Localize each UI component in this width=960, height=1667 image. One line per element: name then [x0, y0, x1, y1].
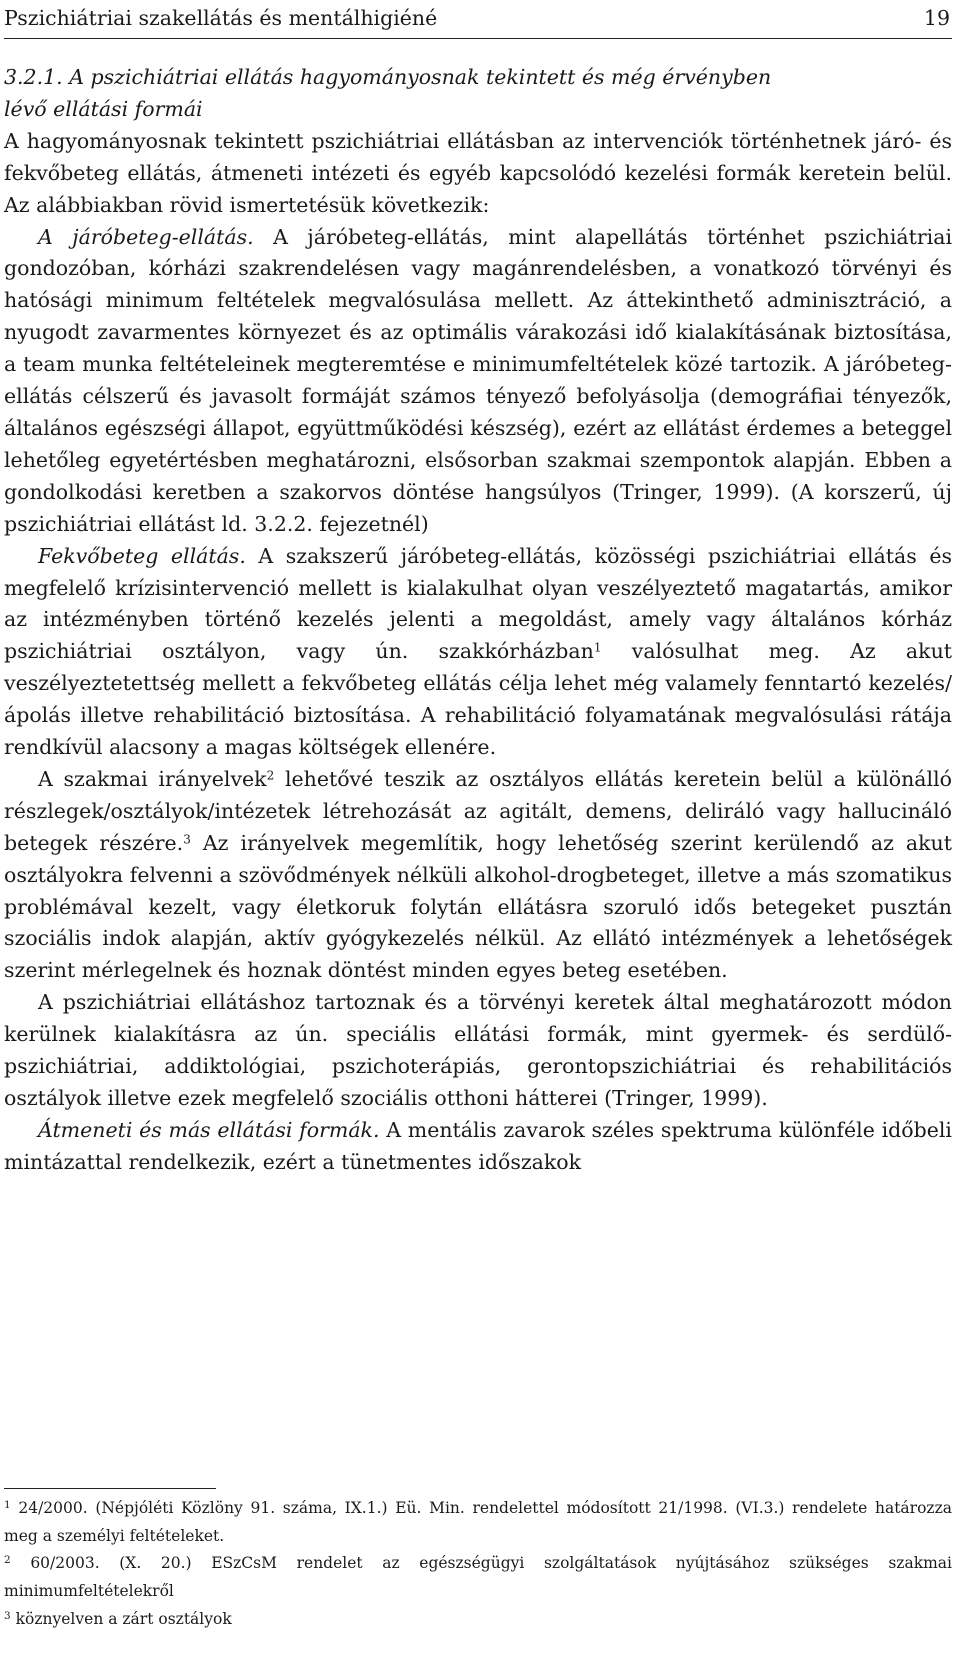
body-text	[4, 62, 952, 1179]
page-number: 19	[923, 6, 950, 30]
section-heading-line1: 3.2.1. A pszichiátriai ellátás hagyományosnak tekintett és még érvényben	[4, 65, 772, 89]
footnote-text: köznyelven a zárt osztályok	[15, 1609, 232, 1628]
footnotes	[4, 1495, 952, 1634]
paragraph-transitional	[4, 1115, 952, 1179]
paragraph-ambulatory	[4, 222, 952, 541]
paragraph-intro: A hagyományosnak tekintett pszichiátriai ellátásban az intervenciók történhetnek járó- és fekvőbeteg ellátás, átmeneti intézeti és egyéb kapcsolódó kezelési formák keretein belül. Az alábbiakban rövid ismertetésük következik:	[4, 128, 952, 217]
paragraph-inpatient	[4, 541, 952, 764]
section-heading-line2: lévő ellátási formái	[4, 96, 203, 121]
footnote-ref-3: 3	[183, 832, 191, 847]
footnote-1	[4, 1495, 952, 1550]
footnote-ref-1: 1	[593, 640, 602, 655]
guidelines-text-a: A szakmai irányelvek	[38, 766, 267, 791]
section-heading	[4, 62, 952, 126]
footnote-number: 3	[4, 1609, 11, 1622]
footnote-3	[4, 1606, 952, 1634]
footnote-number: 2	[4, 1554, 11, 1567]
footnote-rule	[4, 1488, 216, 1489]
footnote-text: 60/2003. (X. 20.) ESzCsM rendelet az egészségügyi szolgáltatások nyújtásához szükséges szakmai minimumfeltételekről	[4, 1554, 952, 1601]
footnote-number: 1	[4, 1498, 11, 1511]
paragraph-special: A pszichiátriai ellátáshoz tartoznak és a törvényi keretek által meghatározott módon kerülnek kialakításra az ún. speciális ellátási formák, mint gyermek- és serdülő-pszichiátriai, addiktológiai, pszichoterápiás, gerontopszichiátriai és rehabilitációs osztályok illetve ezek megfelelő szociális otthoni hátterei (Tringer, 1999).	[4, 990, 952, 1110]
inpatient-run-in-title: Fekvőbeteg ellátás.	[38, 543, 246, 568]
running-title: Pszichiátriai szakellátás és mentálhigiéné	[4, 6, 438, 30]
ambulatory-run-in-title: A járóbeteg-ellátás.	[38, 224, 254, 249]
transitional-text: A mentális zavarok széles spektruma különféle időbeli mintázattal rendelkezik, ezért a tünetmentes időszakok	[4, 1117, 952, 1174]
guidelines-text-c: Az irányelvek megemlítik, hogy lehetőség szerint kerülendő az akut osztályokra felvenni a szövődmények nélküli alkohol-drogbeteget, illetve a más szomatikus problémával kezelt, vagy életkoruk folytán ellátásra szoruló idős betegeket pusztán szociális indok alapján, aktív gyógykezelés nélkül. Az ellátó intézmények a lehetőségek szerint mérlegelnek és hoznak döntést minden egyes beteg esetében.	[4, 830, 952, 983]
transitional-run-in-title: Átmeneti és más ellátási formák.	[38, 1117, 380, 1142]
ambulatory-text: A járóbeteg-ellátás, mint alapellátás történhet pszichiátriai gondozóban, kórházi szakrendelésen vagy magánrendelésben, a vonatkozó törvényi és hatósági minimum feltételek megvalósulása mellett. Az áttekinthető adminisztráció, a nyugodt zavarmentes környezet és az optimális várakozási idő kialakításának biztosítása, a team munka feltételeinek megteremtése e minimumfeltételek közé tartozik. A járóbeteg-ellátás célszerű és javasolt formáját számos tényező befolyásolja (demográfiai tényezők, általános egészségi állapot, együttműködési készség), ezért az ellátást érdemes a beteggel lehetőleg egyetértésben meghatározni, elsősorban szakmai szempontok alapján. Ebben a gondolkodási keretben a szakorvos döntése hangsúlyos (Tringer, 1999). (A korszerű, új pszichiátriai ellátást ld. 3.2.2. fejezetnél)	[4, 224, 952, 536]
running-header	[4, 4, 950, 34]
paragraph-guidelines	[4, 764, 952, 987]
footnote-ref-2: 2	[266, 768, 275, 783]
inpatient-text-b: valósulhat meg. Az akut veszélyeztetettség mellett a fekvőbeteg ellátás célja lehet még valamely fenntartó kezelés/ápolás illetve rehabilitáció biztosítása. A rehabilitáció folyamatának megvalósulási rátája rendkívül alacsony a magas költségek ellenére.	[4, 639, 953, 760]
footnote-2	[4, 1550, 952, 1605]
guidelines-text-b: lehetővé teszik az osztályos ellátás keretein belül a különálló részlegek/osztályok/intézetek létrehozását az agitált, demens, deliráló vagy hallucináló betegek részére.	[4, 766, 952, 855]
header-rule	[4, 38, 952, 39]
inpatient-text-a: A szakszerű járóbeteg-ellátás, közösségi pszichiátriai ellátás és megfelelő krízisintervenció mellett is kialakulhat olyan veszélyeztető magatartás, amikor az intézményben történő kezelés jelenti a megoldást, amely vagy általános kórház pszichiátriai osztályon, vagy ún. szakkórházban	[4, 543, 952, 664]
footnote-text: 24/2000. (Népjóléti Közlöny 91. száma, IX.1.) Eü. Min. rendelettel módosított 21/1998. (VI.3.) rendelete határozza meg a személyi feltételeket.	[4, 1499, 952, 1545]
